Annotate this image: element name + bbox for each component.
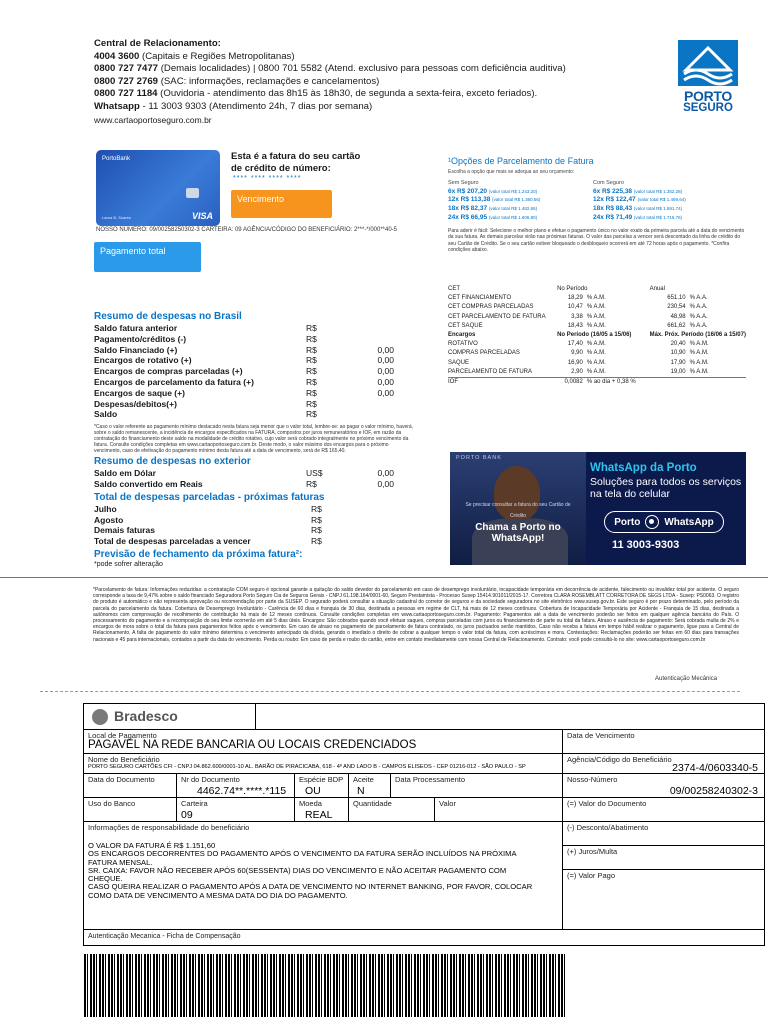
- banner-bubble-small: Se precisar consultar a fatura do seu Cartão de Crédito: [465, 502, 571, 519]
- option-row: 24x R$ 66,95 (valor total R$ 1.606,80): [448, 213, 538, 221]
- option-row: 12x R$ 113,38 (valor total R$ 1.360,56): [448, 196, 541, 204]
- card-holder: Laura B. Soares: [102, 215, 131, 220]
- legal-text: *Parcelamento de fatura: Informações reduzidas: a contratação COM seguro é opcional garante a quitação do saldo devedor do parcelamento em caso de desemprego involuntário, incapacidade temporária em decorrência de acidente, falecimento ou invalidez total por acidente. O seguro corresponde a taxa de 9,47% sobre o saldo financiado Seguradora Porto Seguro Cia de Seguros Gerais - CNPJ 61.198.164/0001-60, Seguro Prestamista - Processo Susep 15414.901011/2015-17. Corretora CLARA ROSEMBLATT CORRETORA DE SEGS LTDA - Susep: PS0063. O registro do produto é automático e não representa aprovação ou recomendação por parte da SUSEP. O segurado poderá consultar a situação cadastral do corretor de seguros e da sociedade seguradora no site eletrônico www.susep.gov.br. Este seguro é por prazo determinado, pelo período da parcela do parcelamento da fatura. Cobertura de Desemprego Involuntário - Carência de 60 dias e franquia de 30 dias, destinada a pessoas em regime de CLT, há mais de 12 meses contínuos. Cobertura de Incapacidade Temporária por Acidente - Franquia de 15 dias, destinada a autônomos com comprovação de recolhimento de contribuição há mais de 12 meses contínuos. Consulte condições completas em www.cartaoportoseguro.com.br. Pagamento: Pagamentos até a data de vencimento poderão ser feitos em qualquer agência bancária do País. O processamento do pagamento e a recomposição do seu limite ocorrerão em até 5 dias úteis. Encargos: São cobrados quando você efetuar saques, compras parceladas com juros ou financiamento de parte ou total da fatura. Atraso e ausência de pagamento: Será cobrada multa de 2% e encargos de mora sobre o total da fatura para pagamentos feitos após o vencimento. Em caso de atraso no pagamento de parcelamento de fatura contratado, os juros pactuados serão mantidos. Caso não receba a fatura em tempo hábil realizar o pagamento, ligue para a Central de Relacionamento. A falta de pagamento do valor mínimo determina o vencimento antecipado da dívida, gerando o imediato o direito de cobrar a qualquer tempo o valor total da fatura, com acréscimos e mora. Contestações: Reclamações poderão ser feitas em 60 dias para transações nacionais e 45 para internacionais, contados a partir da data do vencimento. Perda ou roubo: Em caso de perda e roubo do cartão, entre em contato imediatamente com nossa Central de Relacionamento. Contrato: você pode consultá-lo no site: www.cartaoportoseguro.com.br: [93, 587, 739, 643]
- contact-line: Whatsapp - 11 3003 9303 (Atendimento 24h, 7 dias por semana): [94, 100, 373, 112]
- local-pagamento-value: PAGAVEL NA REDE BANCARIA OU LOCAIS CREDENCIADOS: [88, 739, 417, 751]
- option-row: 18x R$ 82,37 (valor total R$ 1.482,66): [448, 205, 538, 213]
- resumo-row: Encargos de parcelamento da fatura (+) R$ 0,00: [94, 376, 394, 387]
- carteira-cell: [176, 797, 294, 821]
- bradesco-name: Bradesco: [114, 708, 178, 724]
- option-row: 6x R$ 225,38 (valor total R$ 1.352,28): [593, 187, 683, 195]
- valor-label: Valor: [439, 799, 456, 808]
- option-row: 12x R$ 122,47 (valor total R$ 1.469,64): [593, 196, 686, 204]
- valor-cell: [434, 797, 562, 821]
- beneficiario-value: PORTO SEGURO CARTÕES CFI - CNPJ 04.862.600/0001-10 AL. BARÃO DE PIRACICABA, 618 - 4º AND LADO B - CAMPOS ELISEOS - CEP 01216-012 - SÃO PAULO - SP: [88, 764, 526, 770]
- especie-cell: [294, 773, 348, 797]
- autenticacao-ficha-label: Autenticação Mecanica - Ficha de Compensação: [88, 933, 241, 940]
- contact-line: 4004 3600 (Capitais e Regiões Metropolitanas): [94, 50, 295, 62]
- porto-whatsapp-button[interactable]: [604, 511, 724, 533]
- parceladas-row: Total de despesas parceladas a vencer R$: [94, 536, 322, 547]
- pagamento-total-box: [94, 242, 201, 272]
- banner-bubble-text: Chama a Porto no WhatsApp!: [475, 522, 561, 544]
- section-divider: [0, 577, 768, 578]
- autenticacao-cell: [83, 929, 765, 946]
- valor-documento-cell: [562, 797, 765, 821]
- nr-documento-value: 4462.74**.****.*115: [197, 785, 287, 797]
- aceite-cell: [348, 773, 390, 797]
- agencia-cell: [562, 753, 765, 773]
- exterior-row: Saldo em Dólar US$ 0,00: [94, 468, 394, 479]
- com-seguro-label: Com Seguro: [593, 180, 624, 186]
- resumo-row: Saldo fatura anterior R$: [94, 323, 317, 333]
- moeda-cell: [294, 797, 348, 821]
- informacoes-text: O VALOR DA FATURA É R$ 1.151,60 OS ENCARGOS DECORRENTES DO PAGAMENTO APÓS O VENCIMENTO DA FATURA SERÃO INCLUÍDOS NA PRÓXIMA FATURA MENSAL. SR. CAIXA: FAVOR NÃO RECEBER APÓS 60(SESSENTA) DIAS DO VENCIMENTO E NÃO ACEITAR PAGAMENTO COM CHEQUE. CASO QUEIRA REALIZAR O PAGAMENTO APÓS A DATA DE VENCIMENTO NO INTERNET BANKING, POR FAVOR, COLOCAR COMO DATA DE VENCIMENTO A MESMA DATA DO DIA DO PAGAMENTO.: [88, 841, 533, 900]
- com-seguro-column: [593, 179, 738, 223]
- carteira-value: 09: [181, 809, 193, 821]
- bradesco-logo-cell: [83, 703, 255, 729]
- iof-row: IOF 0,0082 % ao dia + 0,38 %: [448, 379, 636, 386]
- beneficiario-label: Nome do Beneficiário: [88, 755, 160, 764]
- resumo-despesas: [94, 311, 414, 569]
- parceladas-row: Demais faturas R$: [94, 525, 322, 536]
- local-pagamento-label: Local de Pagamento: [88, 731, 157, 740]
- valor-pago-label: (=) Valor Pago: [567, 871, 616, 880]
- logo-text-porto: PORTO: [683, 88, 733, 104]
- previsao-title: Previsão de fechamento da próxima fatura²:: [94, 548, 303, 560]
- valor-pago-cell: [562, 869, 765, 929]
- nosso-numero-label: Nosso-Número: [567, 775, 618, 784]
- juros-label: (+) Juros/Multa: [567, 847, 618, 856]
- nosso-numero-value: 09/00258240302-3: [669, 785, 758, 797]
- encargos-header-row: Encargos No Período (16/05 a 15/06) Máx. Próx. Período (16/06 a 15/07): [448, 332, 746, 339]
- visa-logo: VISA: [191, 211, 213, 221]
- cet-header-row: CET No Período Anual: [448, 286, 665, 292]
- cet-table: [448, 285, 746, 387]
- banner-photo: [450, 452, 586, 565]
- whatsapp-phone: 11 3003-9303: [612, 539, 680, 551]
- encargos-row: PARCELAMENTO DE FATURA 2,90 % A.M. 19,00 % A.M.: [448, 368, 746, 378]
- resumo-row: Saldo R$: [94, 409, 317, 420]
- parceladas-row: Julho R$: [94, 503, 322, 514]
- informacoes-label: Informações de responsabilidade do beneficiário: [88, 823, 250, 832]
- resumo-row: Encargos de saque (+) R$ 0,00: [94, 387, 394, 398]
- data-processamento-label: Data Processamento: [395, 775, 466, 784]
- parceladas-title: Total de despesas parceladas - próximas faturas: [94, 491, 325, 503]
- desconto-label: (-) Desconto/Abatimento: [567, 823, 649, 832]
- whatsapp-banner[interactable]: [450, 452, 746, 565]
- masked-card-number: **** **** **** ****: [233, 175, 302, 182]
- barcode-image: [84, 954, 567, 1017]
- exterior-row: Saldo convertido em Reais R$ 0,00: [94, 478, 394, 489]
- parcelamento-instructions: Para aderir é fácil: Selecione o melhor plano e efetue o pagamento único no valor exato da primeira parcela até a data do vencimento da sua fatura. As demais parcelas virão nas próximas faturas. O valor das parcelas a vencer será descontado da linha de crédito do seu Cartão de Crédito. Se o seu cartão estiver bloqueado o desbloqueio ocorrerá em até 72 horas após o pagamento. *Confira condições abaixo.: [448, 227, 745, 254]
- valor-documento-label: (=) Valor do Documento: [567, 799, 647, 808]
- encargos-row: COMPRAS PARCELADAS 9,90 % A.M. 10,90 % A.M.: [448, 350, 709, 357]
- banner-headline: WhatsApp da Porto: [590, 462, 697, 474]
- encargos-row: SAQUE 16,90 % A.M. 17,90 % A.M.: [448, 359, 709, 366]
- contact-site-link[interactable]: www.cartaoportoseguro.com.br: [94, 114, 212, 125]
- parceladas-row: Agosto R$: [94, 514, 322, 525]
- cet-row: CET FINANCIAMENTO 18,29 % A.M. 651,10 % A.A.: [448, 295, 708, 302]
- banner-bubble: [458, 500, 578, 544]
- data-documento-cell: [83, 773, 176, 797]
- data-vencimento-cell: [562, 729, 765, 753]
- contact-block: [94, 38, 614, 126]
- carteira-label: Carteira: [181, 799, 208, 808]
- informacoes-cell: [83, 821, 562, 929]
- aceite-label: Aceite: [353, 775, 374, 784]
- sem-seguro-label: Sem Seguro: [448, 180, 479, 186]
- desconto-cell: [562, 821, 765, 845]
- local-pagamento-cell: [83, 729, 562, 753]
- banner-text: [590, 462, 744, 501]
- boleto-slip: [83, 703, 765, 946]
- autenticacao-mecanica-top: Autenticação Mecânica: [655, 676, 718, 682]
- parcelamento-options: [448, 156, 748, 254]
- parcelamento-subtitle: Escolha a opção que mais se adequa ao seu orçamento:: [448, 169, 575, 175]
- cet-row: CET PARCELAMENTO DE FATURA 3,38 % A.M. 48,98 % A.A.: [448, 313, 708, 320]
- contact-line: 0800 727 2769 (SAC: informações, reclamações e cancelamentos): [94, 75, 380, 87]
- btn-porto-label: Porto: [614, 516, 641, 528]
- resumo-brasil-title: Resumo de despesas no Brasil: [94, 311, 242, 322]
- moeda-label: Moeda: [299, 799, 322, 808]
- porto-seguro-logo: [678, 40, 738, 116]
- beneficiario-cell: [83, 753, 562, 773]
- bradesco-icon: [92, 709, 108, 725]
- logo-wave-icon: [678, 40, 738, 86]
- parcelamento-title: ¹Opções de Parcelamento de Fatura: [448, 156, 594, 166]
- especie-value: OU: [305, 785, 321, 797]
- card-bank-name: PortoBank: [102, 156, 131, 162]
- data-vencimento-label: Data de Vencimento: [567, 731, 635, 740]
- resumo-row: Saldo Financiado (+) R$ 0,00: [94, 344, 394, 355]
- contact-title: Central de Relacionamento:: [94, 38, 221, 49]
- logo-text-seguro: SEGURO: [683, 102, 733, 114]
- resumo-exterior-title: Resumo de despesas no exterior: [94, 456, 251, 468]
- option-row: 18x R$ 88,43 (valor total R$ 1.591,74): [593, 205, 683, 213]
- aceite-value: N: [357, 785, 365, 797]
- credit-card-image: [96, 150, 220, 226]
- previsao-note: *pode sofrer alteração: [94, 560, 163, 568]
- agencia-label: Agência/Código do Beneficiário: [567, 755, 672, 764]
- btn-whatsapp-label: WhatsApp: [664, 516, 714, 528]
- resumo-row: Despesas/debitos(+) R$: [94, 398, 317, 409]
- contact-line: 0800 727 1184 (Ouvidoria - atendimento das 8h15 às 18h30, de segunda a sexta-feira, exceto feriados).: [94, 88, 538, 100]
- banner-tag: PORTO BANK: [456, 455, 502, 461]
- agencia-value: 2374-4/0603340-5: [672, 762, 758, 773]
- whatsapp-icon: [645, 515, 659, 529]
- resumo-row: Pagamento/créditos (-) R$: [94, 333, 317, 344]
- data-processamento-cell: [390, 773, 562, 797]
- option-row: 24x R$ 71,49 (valor total R$ 1.715,76): [593, 213, 683, 221]
- resumo-row: Encargos de rotativo (+) R$ 0,00: [94, 355, 394, 366]
- minimum-payment-note: *Caso o valor referente ao pagamento mínimo destacado nesta fatura seja menor que o valor total, lembre-se: ao pagar o valor mínimo, haverá, sobre o saldo remanescente, a incidência de encargos especificados na FATURA, compostos por juros remuneratórios e IOF, em razão da contratação do financiamento deste saldo na modalidade de crédito rotativo, cujo valor será cobrado integralmente no próximo vencimento da fatura. Consulte condições completas em www.cartaoportoseguro.com.br. Deste modo, o valor máximo dos encargos para o próximo vencimento, caso de efetivação do pagamento mínimo desta fatura até a data de vencimento, será de R$ 165,40.: [94, 424, 414, 455]
- quantidade-label: Quantidade: [353, 799, 392, 808]
- card-chip-icon: [186, 188, 199, 198]
- quantidade-cell: [348, 797, 434, 821]
- banner-subline: Soluções para todos os serviços na tela do celular: [590, 475, 742, 500]
- nr-documento-label: Nr do Documento: [181, 775, 240, 784]
- contact-line: 0800 727 7477 (Demais localidades) | 0800 701 5582 (Atend. exclusivo para pessoas com deficiência auditiva): [94, 63, 566, 75]
- cet-row: CET COMPRAS PARCELADAS 10,47 % A.M. 230,54 % A.A.: [448, 304, 708, 311]
- especie-label: Espécie BDP: [299, 775, 344, 784]
- cet-row: CET SAQUE 18,43 % A.M. 661,62 % A.A.: [448, 322, 708, 329]
- fatura-title: Esta é a fatura do seu cartão de crédito de número:: [231, 151, 361, 174]
- uso-banco-cell: [83, 797, 176, 821]
- cut-line: [40, 691, 740, 692]
- data-documento-label: Data do Documento: [88, 775, 155, 784]
- vencimento-box: [231, 190, 332, 218]
- pagamento-total-label: Pagamento total: [100, 246, 166, 256]
- slip-header-blank: [255, 703, 765, 729]
- sem-seguro-column: [448, 179, 593, 223]
- vencimento-label: Vencimento: [237, 194, 285, 204]
- option-row: 6x R$ 207,20 (valor total R$ 1.243,20): [448, 187, 538, 195]
- nosso-numero-line: NOSSO NÚMERO: 09/00258250302-3 CARTEIRA: 09 AGÊNCIA/CÓDIGO DO BENEFICIÁRIO: 2***-*/000**40-5: [96, 227, 398, 233]
- uso-banco-label: Uso do Banco: [88, 799, 136, 808]
- moeda-value: REAL: [305, 809, 333, 821]
- encargos-row: ROTATIVO 17,40 % A.M. 20,40 % A.M.: [448, 341, 709, 348]
- nosso-numero-cell: [562, 773, 765, 797]
- nr-documento-cell: [176, 773, 294, 797]
- juros-cell: [562, 845, 765, 869]
- resumo-row: Encargos de compras parceladas (+) R$ 0,00: [94, 366, 394, 377]
